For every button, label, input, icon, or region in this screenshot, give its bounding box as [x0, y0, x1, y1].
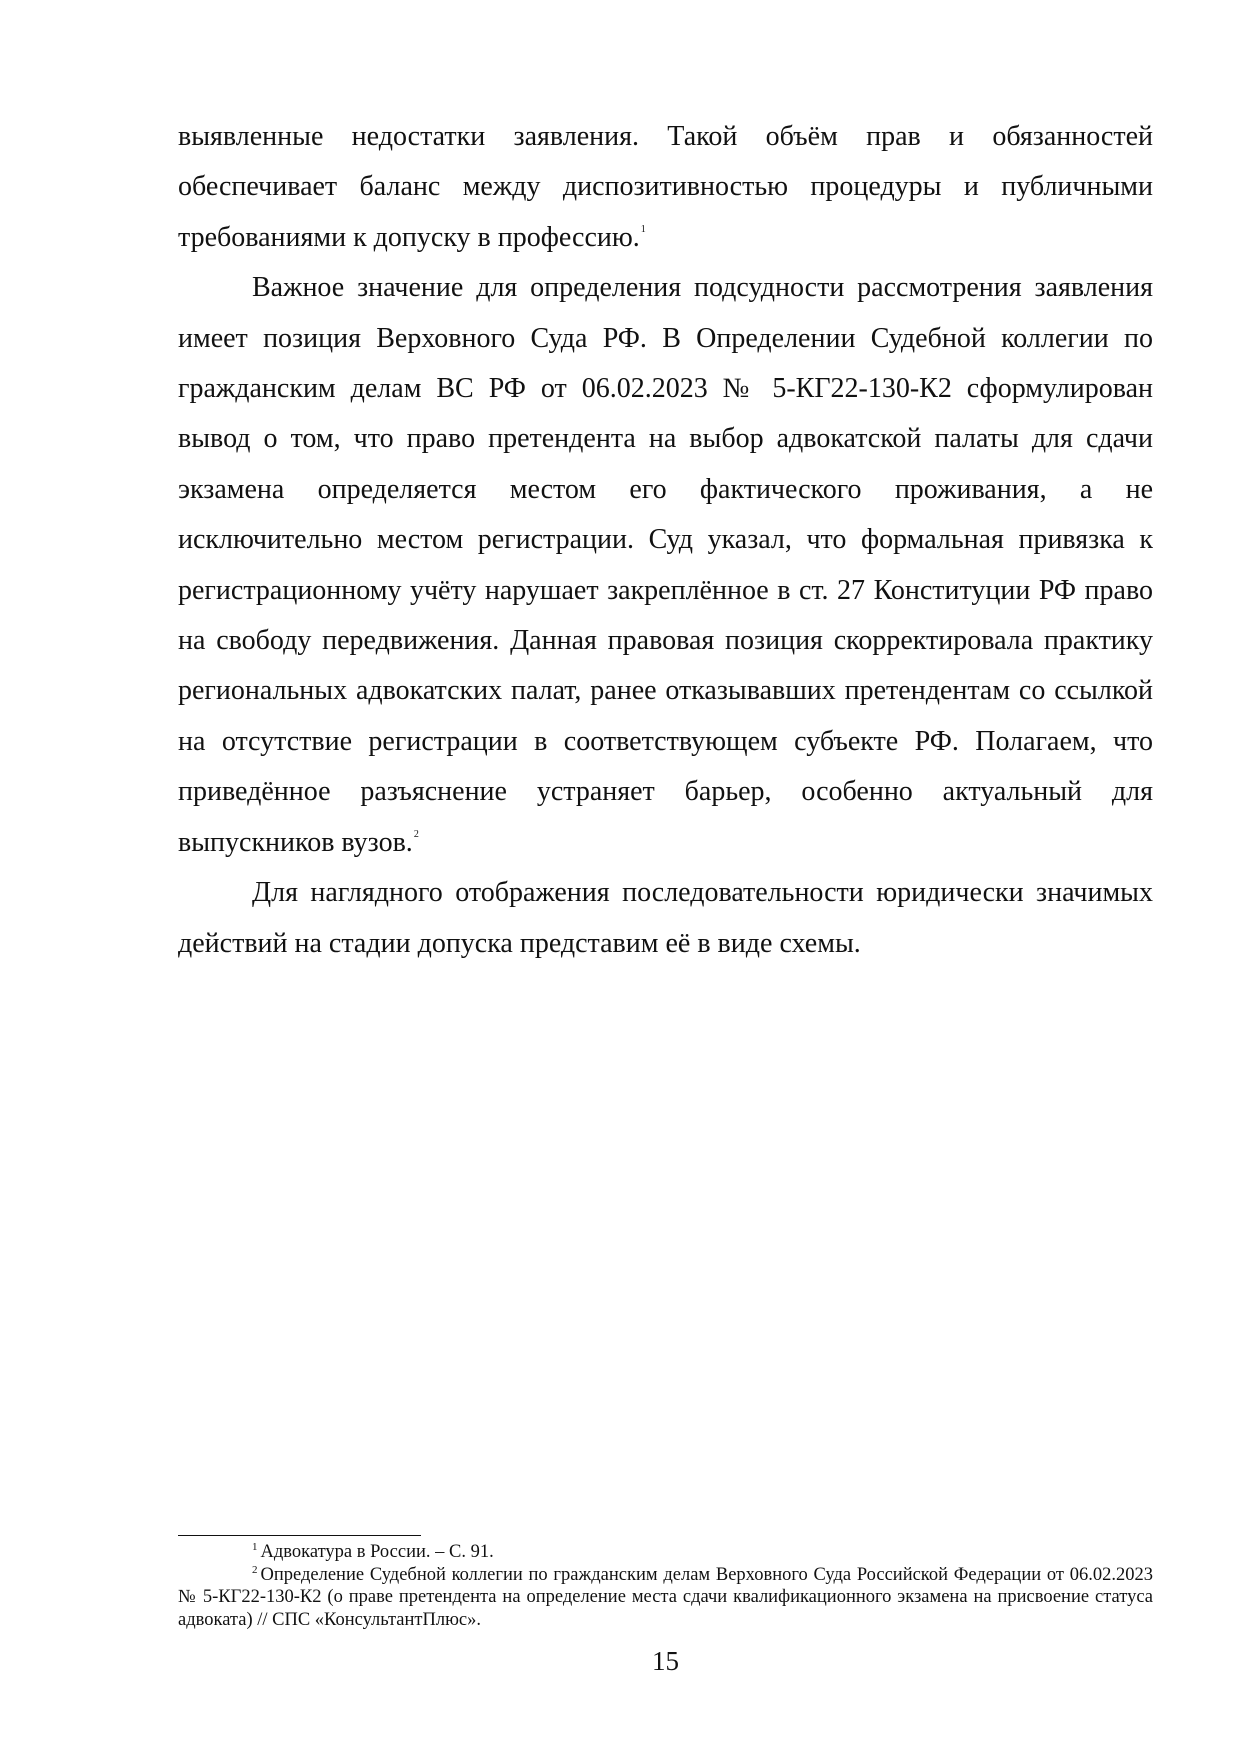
footnote-1-text: Адвокатура в России. – С. 91. — [260, 1542, 494, 1562]
paragraph-2-text: Важное значение для определения подсудности рассмотрения заявления имеет позиция Верховного Суда РФ. В Определении Судебной коллегии по гражданским делам ВС РФ от 06.02.2023 № 5-КГ22-130-К2 сформулирован вывод о том, что право претендента на выбор адвокатской палаты для сдачи экзамена определяется местом его фактического проживания, а не исключительно местом регистрации. Суд указал, что формальная привязка к регистрационному учёту нарушает закреплённое в ст. 27 Конституции РФ право на свободу передвижения. Данная правовая позиция скорректировала практику региональных адвокатских палат, ранее отказывавших претендентам со ссылкой на отсутствие регистрации в соответствующем субъекте РФ. Полагаем, что приведённое разъяснение устраняет барьер, особенно актуальный для выпускников вузов. — [178, 272, 1153, 858]
paragraph-2 — [178, 263, 1153, 868]
paragraph-3-text: Для наглядного отображения последовательности юридически значимых действий на стадии допуска представим её в виде схемы. — [178, 877, 1153, 959]
footnote-ref-1: 1 — [640, 223, 646, 235]
body-text — [178, 112, 1153, 969]
footnote-1 — [178, 1541, 1153, 1564]
paragraph-1 — [178, 112, 1153, 263]
paragraph-1-text: выявленные недостатки заявления. Такой объём прав и обязанностей обеспечивает баланс между диспозитивностью процедуры и публичными требованиями к допуску в профессию. — [178, 121, 1153, 253]
footnotes — [178, 1541, 1153, 1631]
page-number: 15 — [652, 1646, 679, 1676]
footnote-2-text: Определение Судебной коллегии по гражданским делам Верховного Суда Российской Федерации от 06.02.2023 № 5-КГ22-130-К2 (о праве претендента на определение места сдачи квалификационного экзамена на присвоение статуса адвоката) // СПС «КонсультантПлюс». — [178, 1564, 1153, 1630]
footnote-separator — [178, 1535, 421, 1536]
paragraph-3 — [178, 868, 1153, 969]
footnote-1-number: 1 — [252, 1541, 258, 1553]
footnote-2 — [178, 1564, 1153, 1632]
footnote-2-number: 2 — [252, 1563, 258, 1576]
footnote-ref-2: 2 — [413, 828, 419, 840]
